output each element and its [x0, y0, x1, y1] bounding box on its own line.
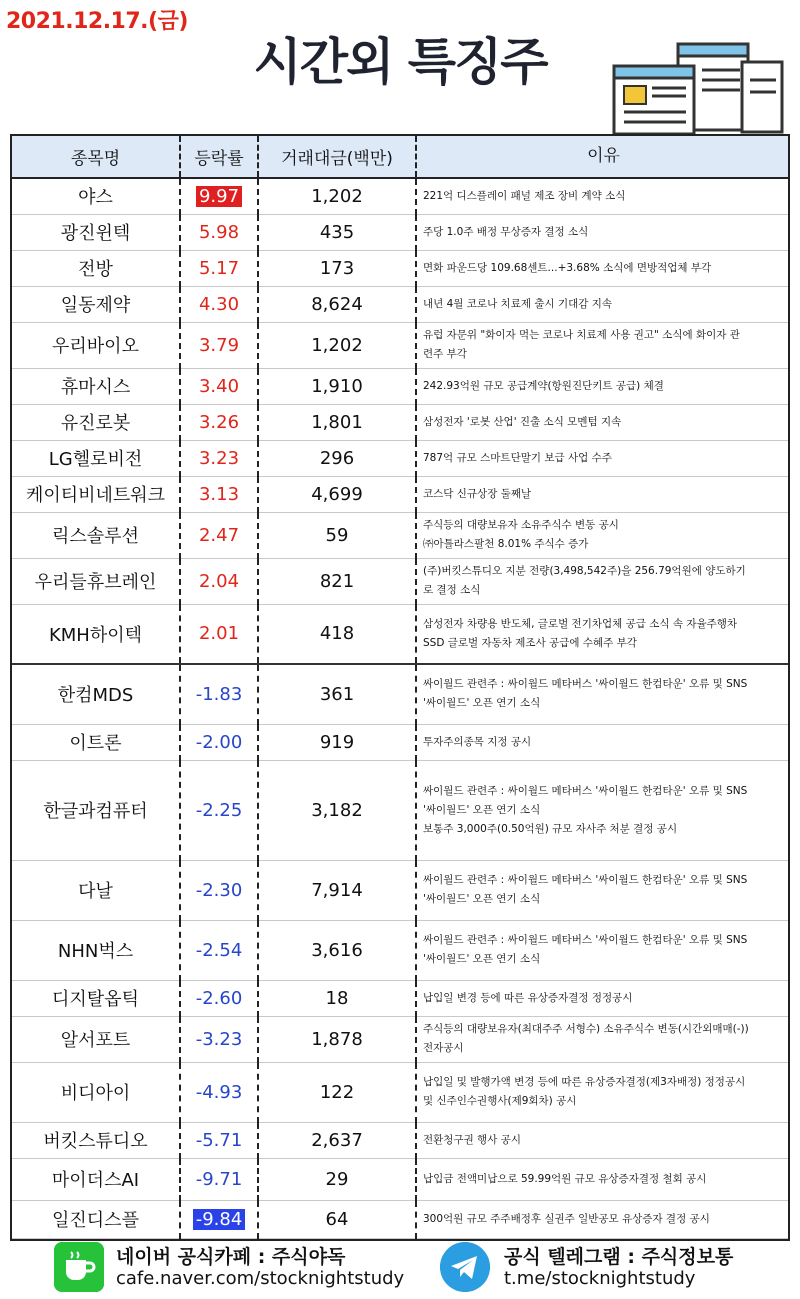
stock-name: 일진디스플 — [12, 1200, 180, 1238]
table-body — [12, 178, 788, 1238]
stock-name: 야스 — [12, 178, 180, 214]
table-header-row — [12, 136, 788, 178]
change-rate-value: 5.98 — [198, 221, 240, 243]
change-rate — [180, 558, 258, 604]
reason-line: 787억 규모 스마트단말기 보급 사업 수주 — [423, 451, 612, 464]
reason — [416, 760, 788, 860]
change-rate-value: -9.84 — [193, 1209, 246, 1230]
reason-line: 221억 디스플레이 패널 제조 장비 계약 소식 — [423, 189, 626, 202]
reason — [416, 1122, 788, 1158]
trade-amount: 4,699 — [258, 476, 416, 512]
trade-amount: 418 — [258, 604, 416, 664]
table-row — [12, 440, 788, 476]
reason-line: '싸이월드' 오픈 연기 소식 — [423, 697, 541, 710]
change-rate-value: 3.23 — [198, 447, 240, 469]
reason-line: 및 신주인수권행사(제9회차) 공시 — [423, 1095, 577, 1107]
header-amount: 거래대금(백만) — [258, 136, 416, 178]
reason-line: 주당 1.0주 배정 무상증자 결정 소식 — [423, 225, 589, 238]
change-rate — [180, 286, 258, 322]
trade-amount: 64 — [258, 1200, 416, 1238]
reason — [416, 404, 788, 440]
change-rate-value: -1.83 — [195, 683, 243, 705]
reason-line: ㈜아틀라스팔천 8.01% 주식수 증가 — [423, 538, 589, 550]
reason — [416, 178, 788, 214]
stock-name: 비디아이 — [12, 1062, 180, 1122]
table-row — [12, 558, 788, 604]
change-rate-value: -2.60 — [195, 987, 243, 1009]
trade-amount: 7,914 — [258, 860, 416, 920]
change-rate — [180, 1200, 258, 1238]
change-rate — [180, 724, 258, 760]
change-rate — [180, 1062, 258, 1122]
reason — [416, 604, 788, 664]
change-rate-value: -2.25 — [195, 799, 243, 821]
change-rate — [180, 250, 258, 286]
trade-amount: 919 — [258, 724, 416, 760]
reason-line: SSD 글로벌 자동차 제조사 공급에 수혜주 부각 — [423, 636, 637, 649]
reason — [416, 1158, 788, 1200]
change-rate — [180, 860, 258, 920]
date-label: 2021.12.17.(금) — [6, 9, 188, 34]
documents-icon — [592, 36, 792, 136]
reason-line: 유럽 자문위 "화이자 먹는 코로나 치료제 사용 권고" 소식에 화이자 관 — [423, 329, 740, 341]
change-rate-value: -2.54 — [195, 939, 243, 961]
reason-line: 싸이월드 관련주 : 싸이월드 메타버스 '싸이월드 한컴타운' 오류 및 SNS — [423, 678, 748, 691]
reason — [416, 724, 788, 760]
reason-line: 내년 4월 코로나 치료제 출시 기대감 지속 — [423, 297, 612, 310]
trade-amount: 1,910 — [258, 368, 416, 404]
reason — [416, 1200, 788, 1238]
reason — [416, 250, 788, 286]
change-rate — [180, 760, 258, 860]
reason-line: 싸이월드 관련주 : 싸이월드 메타버스 '싸이월드 한컴타운' 오류 및 SNS — [423, 874, 748, 886]
header-name: 종목명 — [12, 136, 180, 178]
change-rate — [180, 404, 258, 440]
table-row — [12, 1062, 788, 1122]
trade-amount: 1,801 — [258, 404, 416, 440]
reason — [416, 860, 788, 920]
table-row — [12, 980, 788, 1016]
table-row — [12, 214, 788, 250]
trade-amount: 3,616 — [258, 920, 416, 980]
table-row — [12, 250, 788, 286]
change-rate — [180, 368, 258, 404]
stock-name: 휴마시스 — [12, 368, 180, 404]
reason — [416, 1062, 788, 1122]
table-row — [12, 664, 788, 724]
trade-amount: 821 — [258, 558, 416, 604]
change-rate-value: 9.97 — [196, 186, 242, 207]
stock-name: NHN벅스 — [12, 920, 180, 980]
trade-amount: 59 — [258, 512, 416, 558]
stock-name: 디지탈옵틱 — [12, 980, 180, 1016]
stock-name: 일동제약 — [12, 286, 180, 322]
stock-name: 마이더스AI — [12, 1158, 180, 1200]
change-rate-value: 5.17 — [198, 257, 240, 279]
table-row — [12, 920, 788, 980]
trade-amount: 18 — [258, 980, 416, 1016]
reason-line: 300억원 규모 주주배정후 실권주 일반공모 유상증자 결정 공시 — [423, 1212, 710, 1225]
reason-line: 싸이월드 관련주 : 싸이월드 메타버스 '싸이월드 한컴타운' 오류 및 SNS — [423, 934, 748, 946]
trade-amount: 29 — [258, 1158, 416, 1200]
trade-amount: 1,202 — [258, 178, 416, 214]
change-rate — [180, 1016, 258, 1062]
trade-amount: 1,202 — [258, 322, 416, 368]
page-title-text: 시간외 특징주 — [253, 33, 547, 91]
reason — [416, 286, 788, 322]
change-rate-value: 2.04 — [198, 570, 240, 592]
reason-line: 코스닥 신규상장 둘째날 — [423, 487, 532, 500]
change-rate-value: 3.40 — [198, 375, 240, 397]
reason-line: 련주 부각 — [423, 348, 467, 360]
reason-line: 투자주의종목 지정 공시 — [423, 735, 532, 748]
trade-amount: 361 — [258, 664, 416, 724]
reason-line: 면화 파운드당 109.68센트...+3.68% 소식에 면방적업체 부각 — [423, 261, 712, 274]
table-row — [12, 1016, 788, 1062]
reason-line: (주)버킷스튜디오 지분 전량(3,498,542주)을 256.79억원에 양도하기 — [423, 565, 746, 577]
reason-line: 242.93억원 규모 공급계약(항원진단키트 공급) 체결 — [423, 379, 664, 392]
reason-line: 납입금 전액미납으로 59.99억원 규모 유상증자결정 철회 공시 — [423, 1172, 707, 1185]
reason-line: 로 결정 소식 — [423, 584, 481, 596]
reason — [416, 664, 788, 724]
table-row — [12, 368, 788, 404]
reason — [416, 214, 788, 250]
trade-amount: 3,182 — [258, 760, 416, 860]
reason — [416, 1016, 788, 1062]
change-rate-value: 2.01 — [198, 623, 240, 645]
reason — [416, 476, 788, 512]
cafe-title: 네이버 공식카페 : 주식야독 — [116, 1246, 346, 1268]
change-rate-value: 2.47 — [198, 524, 240, 546]
stock-name: 다날 — [12, 860, 180, 920]
reason-line: 전자공시 — [423, 1042, 464, 1054]
change-rate-value: 4.30 — [198, 293, 240, 315]
header-rate: 등락률 — [180, 136, 258, 178]
trade-amount: 435 — [258, 214, 416, 250]
table-row — [12, 1122, 788, 1158]
change-rate-value: -5.71 — [195, 1129, 243, 1151]
stock-name: KMH하이텍 — [12, 604, 180, 664]
stock-name: 케이티비네트워크 — [12, 476, 180, 512]
change-rate — [180, 178, 258, 214]
trade-amount: 173 — [258, 250, 416, 286]
table-row — [12, 860, 788, 920]
reason-line: 주식등의 대량보유자 소유주식수 변동 공시 — [423, 519, 619, 531]
stock-table — [10, 134, 790, 1241]
stock-name: 버킷스튜디오 — [12, 1122, 180, 1158]
telegram-title: 공식 텔레그램 : 주식정보통 — [504, 1246, 734, 1268]
change-rate — [180, 664, 258, 724]
coffee-cup-icon — [54, 1242, 104, 1292]
table-row — [12, 604, 788, 664]
change-rate — [180, 604, 258, 664]
reason-line: '싸이월드' 오픈 연기 소식 — [423, 953, 541, 965]
header-reason: 이유 — [416, 136, 788, 178]
change-rate-value: -3.23 — [195, 1028, 243, 1050]
stock-name: LG헬로비전 — [12, 440, 180, 476]
change-rate — [180, 920, 258, 980]
change-rate — [180, 980, 258, 1016]
stock-name: 유진로봇 — [12, 404, 180, 440]
footer — [0, 1236, 800, 1299]
reason-line: 삼성전자 '로봇 산업' 진출 소식 모멘텀 지속 — [423, 415, 622, 428]
reason-line: 싸이월드 관련주 : 싸이월드 메타버스 '싸이월드 한컴타운' 오류 및 SNS — [423, 784, 748, 797]
change-rate — [180, 214, 258, 250]
change-rate-value: 3.13 — [198, 483, 240, 505]
stock-name: 전방 — [12, 250, 180, 286]
reason-line: 납입일 변경 등에 따른 유상증자결정 정정공시 — [423, 991, 633, 1004]
stock-name: 우리바이오 — [12, 322, 180, 368]
telegram-url[interactable]: t.me/stocknightstudy — [504, 1268, 696, 1289]
change-rate — [180, 476, 258, 512]
reason — [416, 920, 788, 980]
stock-name: 이트론 — [12, 724, 180, 760]
table-row — [12, 404, 788, 440]
change-rate-value: -2.00 — [195, 731, 243, 753]
table-row — [12, 322, 788, 368]
trade-amount: 296 — [258, 440, 416, 476]
table-row — [12, 512, 788, 558]
reason-line: 삼성전자 차량용 반도체, 글로벌 전기차업체 공급 소식 속 자율주행차 — [423, 617, 738, 630]
reason-line: '싸이월드' 오픈 연기 소식 — [423, 803, 541, 816]
change-rate-value: -2.30 — [195, 879, 243, 901]
table-row — [12, 286, 788, 322]
reason — [416, 368, 788, 404]
reason — [416, 440, 788, 476]
trade-amount: 122 — [258, 1062, 416, 1122]
telegram-icon — [440, 1242, 490, 1292]
stock-name: 한컴MDS — [12, 664, 180, 724]
table-row — [12, 476, 788, 512]
stock-name: 한글과컴퓨터 — [12, 760, 180, 860]
table-row — [12, 1200, 788, 1238]
change-rate-value: 3.79 — [198, 334, 240, 356]
reason — [416, 558, 788, 604]
trade-amount: 1,878 — [258, 1016, 416, 1062]
change-rate — [180, 512, 258, 558]
change-rate — [180, 322, 258, 368]
change-rate-value: -9.71 — [195, 1168, 243, 1190]
reason-line: 전환청구권 행사 공시 — [423, 1133, 521, 1146]
stock-name: 우리들휴브레인 — [12, 558, 180, 604]
change-rate — [180, 1122, 258, 1158]
stock-name: 릭스솔루션 — [12, 512, 180, 558]
reason — [416, 980, 788, 1016]
stock-name: 알서포트 — [12, 1016, 180, 1062]
change-rate — [180, 440, 258, 476]
reason-line: 납입일 및 발행가액 변경 등에 따른 유상증자결정(제3자배정) 정정공시 — [423, 1076, 746, 1088]
change-rate — [180, 1158, 258, 1200]
title-highlight — [252, 100, 552, 114]
cafe-url[interactable]: cafe.naver.com/stocknightstudy — [116, 1268, 405, 1289]
table-row — [12, 760, 788, 860]
reason-line: 보통주 3,000주(0.50억원) 규모 자사주 처분 결정 공시 — [423, 822, 678, 835]
reason-line: '싸이월드' 오픈 연기 소식 — [423, 893, 541, 905]
change-rate-value: 3.26 — [198, 411, 240, 433]
table-row — [12, 178, 788, 214]
stock-name: 광진윈텍 — [12, 214, 180, 250]
reason-line: 주식등의 대량보유자(최대주주 서형수) 소유주식수 변동(시간외매매(-)) — [423, 1023, 749, 1035]
table-row — [12, 724, 788, 760]
trade-amount: 2,637 — [258, 1122, 416, 1158]
reason — [416, 512, 788, 558]
table-row — [12, 1158, 788, 1200]
reason — [416, 322, 788, 368]
change-rate-value: -4.93 — [195, 1081, 243, 1103]
trade-amount: 8,624 — [258, 286, 416, 322]
